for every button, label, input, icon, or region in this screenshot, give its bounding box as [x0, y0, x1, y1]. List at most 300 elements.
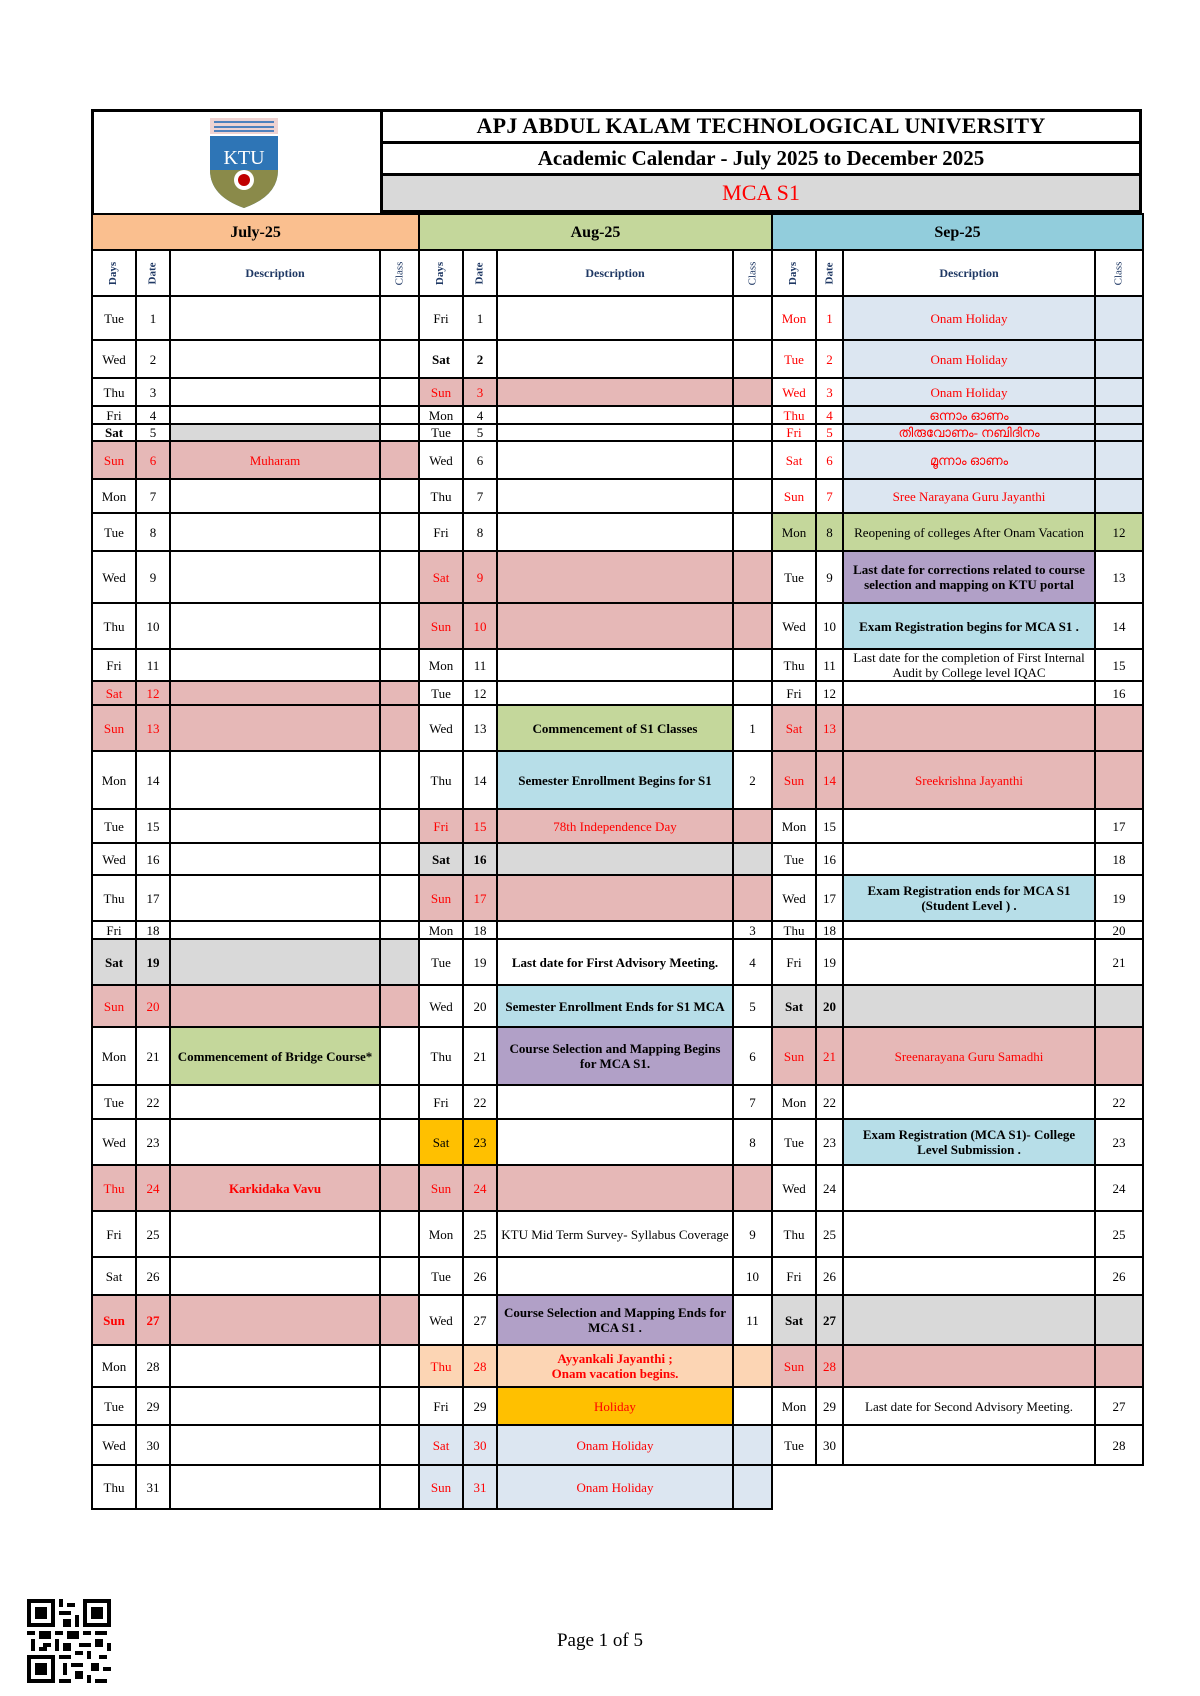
description-cell — [170, 1387, 380, 1425]
class-count-cell — [733, 296, 772, 340]
date-cell: 19 — [136, 939, 170, 985]
calendar-title: Academic Calendar - July 2025 to December 2025 — [383, 144, 1139, 176]
class-count-cell — [733, 378, 772, 406]
calendar-row — [92, 1257, 419, 1295]
calendar-row — [92, 424, 419, 441]
description-cell: Holiday — [497, 1387, 733, 1425]
date-cell: 2 — [816, 340, 843, 378]
description-cell — [843, 705, 1095, 751]
day-cell: Tue — [419, 939, 463, 985]
class-count-cell — [1095, 424, 1143, 441]
description-cell — [170, 751, 380, 809]
class-count-cell: 11 — [733, 1295, 772, 1345]
date-cell: 11 — [816, 649, 843, 681]
day-cell: Sat — [92, 681, 136, 705]
calendar-row — [419, 1165, 772, 1211]
day-cell: Sun — [772, 1027, 816, 1085]
description-cell — [843, 939, 1095, 985]
class-count-cell — [733, 809, 772, 843]
sep-calendar-table — [771, 213, 1144, 1466]
day-cell: Fri — [419, 1387, 463, 1425]
description-cell — [497, 649, 733, 681]
description-cell: 78th Independence Day — [497, 809, 733, 843]
date-cell: 8 — [136, 513, 170, 551]
class-count-cell — [380, 551, 419, 603]
month-header-july: July-25 — [92, 214, 419, 250]
description-cell: Onam Holiday — [497, 1465, 733, 1509]
day-cell: Sat — [772, 1295, 816, 1345]
calendar-row — [92, 1345, 419, 1387]
class-count-cell — [733, 1387, 772, 1425]
calendar-row — [419, 985, 772, 1027]
date-cell: 25 — [136, 1211, 170, 1257]
description-cell: Exam Registration ends for MCA S1 (Student Level ) . — [843, 875, 1095, 921]
calendar-row — [419, 1295, 772, 1345]
description-cell — [170, 939, 380, 985]
description-cell: Muharam — [170, 441, 380, 479]
description-cell: Course Selection and Mapping Ends for MCA S1 . — [497, 1295, 733, 1345]
day-cell: Tue — [772, 843, 816, 875]
date-cell: 23 — [463, 1119, 497, 1165]
day-cell: Fri — [419, 1085, 463, 1119]
calendar-row — [92, 513, 419, 551]
day-cell: Fri — [772, 1257, 816, 1295]
date-cell: 12 — [816, 681, 843, 705]
description-cell — [170, 1085, 380, 1119]
description-cell — [843, 1295, 1095, 1345]
date-cell: 14 — [136, 751, 170, 809]
description-cell — [497, 340, 733, 378]
description-cell — [170, 809, 380, 843]
class-count-cell — [1095, 705, 1143, 751]
description-cell: Semester Enrollment Ends for S1 MCA — [497, 985, 733, 1027]
class-count-cell — [380, 751, 419, 809]
calendar-row — [419, 513, 772, 551]
description-cell: Onam Holiday — [843, 340, 1095, 378]
date-cell: 11 — [136, 649, 170, 681]
day-cell: Fri — [419, 513, 463, 551]
date-cell: 7 — [816, 479, 843, 513]
calendar-row — [419, 1425, 772, 1465]
date-cell: 4 — [816, 406, 843, 424]
day-cell: Mon — [419, 921, 463, 939]
class-count-cell — [380, 378, 419, 406]
class-count-cell — [380, 921, 419, 939]
calendar-row — [772, 681, 1143, 705]
calendar-row — [772, 479, 1143, 513]
day-cell: Thu — [772, 1211, 816, 1257]
day-cell: Tue — [92, 1085, 136, 1119]
university-title: APJ ABDUL KALAM TECHNOLOGICAL UNIVERSITY — [383, 112, 1139, 144]
date-cell: 25 — [463, 1211, 497, 1257]
date-cell: 16 — [136, 843, 170, 875]
july-calendar-table — [91, 213, 420, 1510]
calendar-row — [92, 603, 419, 649]
calendar-row — [419, 705, 772, 751]
date-cell: 24 — [463, 1165, 497, 1211]
description-cell — [497, 441, 733, 479]
day-cell: Sun — [419, 1465, 463, 1509]
day-cell: Tue — [772, 1425, 816, 1465]
date-cell: 9 — [816, 551, 843, 603]
date-cell: 12 — [136, 681, 170, 705]
calendar-row — [92, 441, 419, 479]
calendar-row — [92, 939, 419, 985]
calendar-row — [419, 649, 772, 681]
date-cell: 1 — [136, 296, 170, 340]
calendar-row — [772, 424, 1143, 441]
date-cell: 17 — [136, 875, 170, 921]
class-count-cell: 23 — [1095, 1119, 1143, 1165]
class-count-cell — [733, 406, 772, 424]
description-cell — [170, 985, 380, 1027]
description-cell — [170, 1425, 380, 1465]
month-header-aug: Aug-25 — [419, 214, 772, 250]
calendar-row — [772, 921, 1143, 939]
day-cell: Fri — [92, 921, 136, 939]
class-count-cell — [1095, 1027, 1143, 1085]
calendar-row — [419, 603, 772, 649]
date-cell: 16 — [463, 843, 497, 875]
day-cell: Tue — [92, 513, 136, 551]
description-cell — [497, 1119, 733, 1165]
date-cell: 13 — [816, 705, 843, 751]
description-cell — [497, 378, 733, 406]
class-count-cell — [733, 649, 772, 681]
day-cell: Sun — [419, 1165, 463, 1211]
class-count-cell — [1095, 985, 1143, 1027]
calendar-row — [92, 921, 419, 939]
day-cell: Sun — [92, 1295, 136, 1345]
day-cell: Fri — [419, 296, 463, 340]
day-cell: Wed — [92, 551, 136, 603]
day-cell: Fri — [92, 649, 136, 681]
class-count-cell — [380, 1027, 419, 1085]
class-count-cell — [380, 649, 419, 681]
class-count-cell — [1095, 441, 1143, 479]
day-cell: Wed — [92, 843, 136, 875]
day-cell: Sun — [419, 378, 463, 406]
date-cell: 27 — [816, 1295, 843, 1345]
day-cell: Sat — [772, 441, 816, 479]
description-cell — [170, 1211, 380, 1257]
date-cell: 29 — [816, 1387, 843, 1425]
day-cell: Thu — [772, 406, 816, 424]
description-cell — [170, 1465, 380, 1509]
description-cell — [497, 551, 733, 603]
description-cell — [497, 406, 733, 424]
calendar-row — [92, 843, 419, 875]
description-cell — [497, 681, 733, 705]
day-cell: Wed — [772, 875, 816, 921]
day-cell: Sun — [92, 705, 136, 751]
description-cell — [843, 921, 1095, 939]
class-count-cell: 19 — [1095, 875, 1143, 921]
date-cell: 3 — [816, 378, 843, 406]
date-cell: 10 — [816, 603, 843, 649]
class-count-cell — [380, 1085, 419, 1119]
date-cell: 10 — [463, 603, 497, 649]
description-cell: Onam Holiday — [497, 1425, 733, 1465]
calendar-row — [419, 551, 772, 603]
calendar-header — [91, 109, 1142, 213]
day-cell: Fri — [772, 939, 816, 985]
class-count-cell — [733, 424, 772, 441]
class-count-cell — [733, 1345, 772, 1387]
day-cell: Sun — [772, 479, 816, 513]
class-count-cell: 12 — [1095, 513, 1143, 551]
description-cell: Last date for First Advisory Meeting. — [497, 939, 733, 985]
calendar-row — [772, 705, 1143, 751]
class-count-cell: 21 — [1095, 939, 1143, 985]
calendar-row — [772, 513, 1143, 551]
class-count-cell — [380, 1295, 419, 1345]
date-cell: 29 — [463, 1387, 497, 1425]
description-cell — [497, 875, 733, 921]
calendar-row — [419, 296, 772, 340]
description-cell — [170, 921, 380, 939]
date-cell: 5 — [816, 424, 843, 441]
date-cell: 31 — [463, 1465, 497, 1509]
calendar-row — [92, 406, 419, 424]
date-cell: 17 — [816, 875, 843, 921]
date-cell: 1 — [816, 296, 843, 340]
date-cell: 21 — [136, 1027, 170, 1085]
day-cell: Mon — [772, 809, 816, 843]
calendar-row — [92, 1465, 419, 1509]
date-cell: 29 — [136, 1387, 170, 1425]
calendar-row — [419, 378, 772, 406]
calendar-row — [772, 1257, 1143, 1295]
calendar-row — [772, 603, 1143, 649]
day-cell: Thu — [772, 921, 816, 939]
description-cell: Commencement of Bridge Course* — [170, 1027, 380, 1085]
calendar-row — [419, 843, 772, 875]
day-cell: Sat — [419, 340, 463, 378]
date-cell: 24 — [136, 1165, 170, 1211]
day-cell: Thu — [419, 1027, 463, 1085]
description-cell — [497, 1257, 733, 1295]
date-cell: 20 — [816, 985, 843, 1027]
class-count-cell — [380, 1119, 419, 1165]
day-cell: Tue — [772, 551, 816, 603]
class-count-cell: 8 — [733, 1119, 772, 1165]
day-cell: Wed — [92, 340, 136, 378]
calendar-row — [92, 1211, 419, 1257]
class-count-cell — [733, 843, 772, 875]
day-cell: Tue — [772, 340, 816, 378]
description-cell: Last date for corrections related to course selection and mapping on KTU portal — [843, 551, 1095, 603]
description-cell — [497, 921, 733, 939]
date-cell: 30 — [816, 1425, 843, 1465]
calendar-row — [419, 1465, 772, 1509]
date-cell: 2 — [136, 340, 170, 378]
date-cell: 27 — [136, 1295, 170, 1345]
description-cell — [497, 479, 733, 513]
col-class: Class — [1095, 250, 1143, 296]
date-cell: 22 — [816, 1085, 843, 1119]
description-cell: ഒന്നാം ഓണം — [843, 406, 1095, 424]
calendar-row — [772, 1165, 1143, 1211]
date-cell: 6 — [816, 441, 843, 479]
calendar-row — [92, 809, 419, 843]
date-cell: 10 — [136, 603, 170, 649]
calendar-row — [92, 1387, 419, 1425]
class-count-cell — [1095, 1345, 1143, 1387]
class-count-cell — [1095, 406, 1143, 424]
description-cell: Karkidaka Vavu — [170, 1165, 380, 1211]
day-cell: Tue — [92, 809, 136, 843]
description-cell — [170, 1257, 380, 1295]
day-cell: Sat — [419, 1119, 463, 1165]
day-cell: Mon — [419, 649, 463, 681]
aug-calendar-table — [418, 213, 773, 1510]
date-cell: 6 — [463, 441, 497, 479]
class-count-cell — [733, 603, 772, 649]
date-cell: 15 — [463, 809, 497, 843]
date-cell: 15 — [136, 809, 170, 843]
col-class: Class — [380, 250, 419, 296]
date-cell: 13 — [136, 705, 170, 751]
date-cell: 12 — [463, 681, 497, 705]
day-cell: Mon — [92, 751, 136, 809]
col-class: Class — [733, 250, 772, 296]
date-cell: 5 — [136, 424, 170, 441]
class-count-cell: 10 — [733, 1257, 772, 1295]
day-cell: Fri — [419, 809, 463, 843]
col-date: Date — [136, 250, 170, 296]
calendar-row — [92, 551, 419, 603]
day-cell: Mon — [419, 406, 463, 424]
day-cell: Sat — [772, 705, 816, 751]
class-count-cell: 5 — [733, 985, 772, 1027]
date-cell: 22 — [463, 1085, 497, 1119]
program-title: MCA S1 — [383, 176, 1139, 213]
class-count-cell — [380, 875, 419, 921]
description-cell — [843, 1257, 1095, 1295]
date-cell: 28 — [463, 1345, 497, 1387]
date-cell: 15 — [816, 809, 843, 843]
day-cell: Tue — [419, 681, 463, 705]
date-cell: 13 — [463, 705, 497, 751]
class-count-cell — [733, 875, 772, 921]
calendar-row — [92, 649, 419, 681]
col-days: Days — [419, 250, 463, 296]
day-cell: Mon — [92, 1027, 136, 1085]
day-cell: Wed — [92, 1425, 136, 1465]
date-cell: 3 — [463, 378, 497, 406]
description-cell: Onam Holiday — [843, 296, 1095, 340]
calendar-row — [419, 406, 772, 424]
calendar-row — [92, 681, 419, 705]
description-cell — [170, 1345, 380, 1387]
calendar-row — [92, 1295, 419, 1345]
ktu-emblem-icon — [206, 118, 282, 210]
class-count-cell — [380, 985, 419, 1027]
calendar-row — [92, 340, 419, 378]
class-count-cell — [380, 1387, 419, 1425]
date-cell: 23 — [816, 1119, 843, 1165]
class-count-cell: 15 — [1095, 649, 1143, 681]
description-cell — [843, 1211, 1095, 1257]
class-count-cell — [380, 296, 419, 340]
day-cell: Wed — [419, 985, 463, 1027]
calendar-row — [92, 479, 419, 513]
date-cell: 22 — [136, 1085, 170, 1119]
description-cell — [497, 1085, 733, 1119]
date-cell: 5 — [463, 424, 497, 441]
class-count-cell: 16 — [1095, 681, 1143, 705]
description-cell: Ayyankali Jayanthi ; Onam vacation begins. — [497, 1345, 733, 1387]
day-cell: Fri — [92, 406, 136, 424]
day-cell: Mon — [92, 1345, 136, 1387]
calendar-row — [92, 875, 419, 921]
calendar-row — [419, 441, 772, 479]
day-cell: Tue — [419, 424, 463, 441]
description-cell — [843, 843, 1095, 875]
description-cell: Onam Holiday — [843, 378, 1095, 406]
day-cell: Mon — [772, 513, 816, 551]
calendar-row — [419, 1119, 772, 1165]
description-cell: Exam Registration (MCA S1)- College Level Submission . — [843, 1119, 1095, 1165]
class-count-cell — [733, 1465, 772, 1509]
calendar-row — [772, 843, 1143, 875]
date-cell: 3 — [136, 378, 170, 406]
calendar-row — [772, 875, 1143, 921]
description-cell: Reopening of colleges After Onam Vacation — [843, 513, 1095, 551]
description-cell: Semester Enrollment Begins for S1 — [497, 751, 733, 809]
day-cell: Sun — [419, 603, 463, 649]
class-count-cell — [1095, 751, 1143, 809]
day-cell: Sat — [772, 985, 816, 1027]
date-cell: 4 — [136, 406, 170, 424]
description-cell: Sreenarayana Guru Samadhi — [843, 1027, 1095, 1085]
calendar-row — [772, 809, 1143, 843]
date-cell: 31 — [136, 1465, 170, 1509]
description-cell — [843, 681, 1095, 705]
day-cell: Sat — [92, 939, 136, 985]
col-description: Description — [170, 250, 380, 296]
description-cell — [497, 603, 733, 649]
day-cell: Tue — [419, 1257, 463, 1295]
date-cell: 9 — [463, 551, 497, 603]
date-cell: 17 — [463, 875, 497, 921]
class-count-cell — [380, 406, 419, 424]
calendar-row — [92, 1085, 419, 1119]
description-cell — [170, 875, 380, 921]
col-date: Date — [463, 250, 497, 296]
date-cell: 8 — [816, 513, 843, 551]
calendar-row — [419, 875, 772, 921]
description-cell — [843, 1345, 1095, 1387]
date-cell: 28 — [136, 1345, 170, 1387]
date-cell: 14 — [463, 751, 497, 809]
date-cell: 30 — [463, 1425, 497, 1465]
day-cell: Sun — [92, 441, 136, 479]
date-cell: 26 — [463, 1257, 497, 1295]
calendar-row — [772, 1345, 1143, 1387]
month-header-sep: Sep-25 — [772, 214, 1143, 250]
class-count-cell: 20 — [1095, 921, 1143, 939]
calendar-row — [419, 340, 772, 378]
class-count-cell — [380, 1345, 419, 1387]
date-cell: 23 — [136, 1119, 170, 1165]
description-cell — [170, 1295, 380, 1345]
description-cell — [497, 843, 733, 875]
description-cell: Last date for the completion of First Internal Audit by College level IQAC — [843, 649, 1095, 681]
class-count-cell: 7 — [733, 1085, 772, 1119]
day-cell: Fri — [92, 1211, 136, 1257]
